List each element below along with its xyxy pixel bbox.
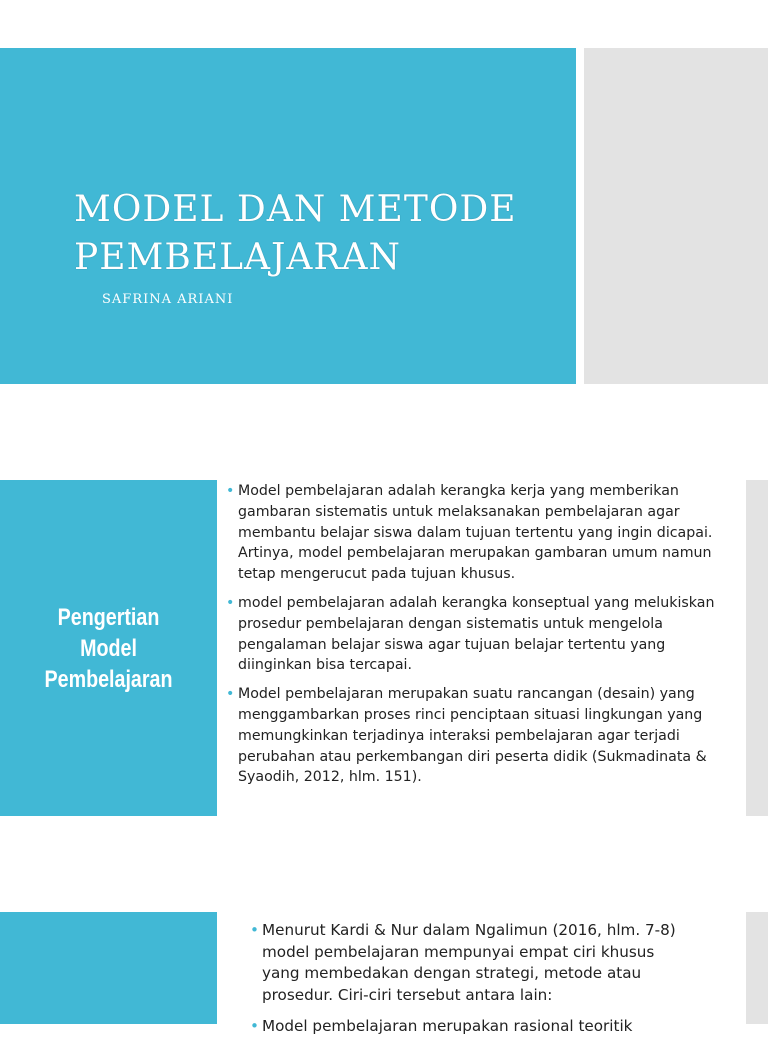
bullet-item: • Menurut Kardi & Nur dalam Ngalimun (2016, hlm. 7-8) model pembelajaran mempunyai empat ciri khusus yang membedakan dengan strategi, metode atau prosedur. Ciri-ciri tersebut antara lain: xyxy=(250,920,696,1006)
definition-heading xyxy=(20,602,198,695)
presentation-author: SAFRINA ARIANI xyxy=(102,292,234,307)
title-slide-side-panel xyxy=(584,48,768,384)
characteristics-bullet-list xyxy=(250,920,696,1048)
presentation-title: MODEL DAN METODE PEMBELAJARAN xyxy=(74,189,517,278)
definition-heading-line: Pengertian xyxy=(57,603,160,631)
definition-bullet-list xyxy=(226,481,730,796)
definition-heading-line: Pembelajaran xyxy=(44,665,173,693)
bullet-item: • model pembelajaran adalah kerangka konseptual yang melukiskan prosedur pembelajaran dengan sistematis untuk mengelola pengalaman belajar siswa agar tujuan belajar tertentu yang diinginkan bisa tercapai. xyxy=(226,593,730,676)
characteristics-slide-panel xyxy=(0,912,217,1024)
characteristics-slide-side-panel xyxy=(746,912,768,1024)
definition-heading-line: Model xyxy=(80,634,137,662)
bullet-item: • Model pembelajaran merupakan rasional teoritik xyxy=(250,1016,696,1038)
bullet-item: • Model pembelajaran adalah kerangka kerja yang memberikan gambaran sistematis untuk melaksanakan pembelajaran agar membantu belajar siswa dalam tujuan tertentu yang ingin dicapai. Artinya, model pembelajaran merupakan gambaran umum namun tetap mengerucut pada tujuan khusus. xyxy=(226,481,730,585)
definition-slide-panel xyxy=(0,480,217,816)
bullet-item: • Model pembelajaran merupakan suatu rancangan (desain) yang menggambarkan proses rinci penciptaan situasi lingkungan yang memungkinkan terjadinya interaksi pembelajaran agar terjadi perubahan atau perkembangan diri peserta didik (Sukmadinata & Syaodih, 2012, hlm. 151). xyxy=(226,684,730,788)
definition-slide-side-panel xyxy=(746,480,768,816)
